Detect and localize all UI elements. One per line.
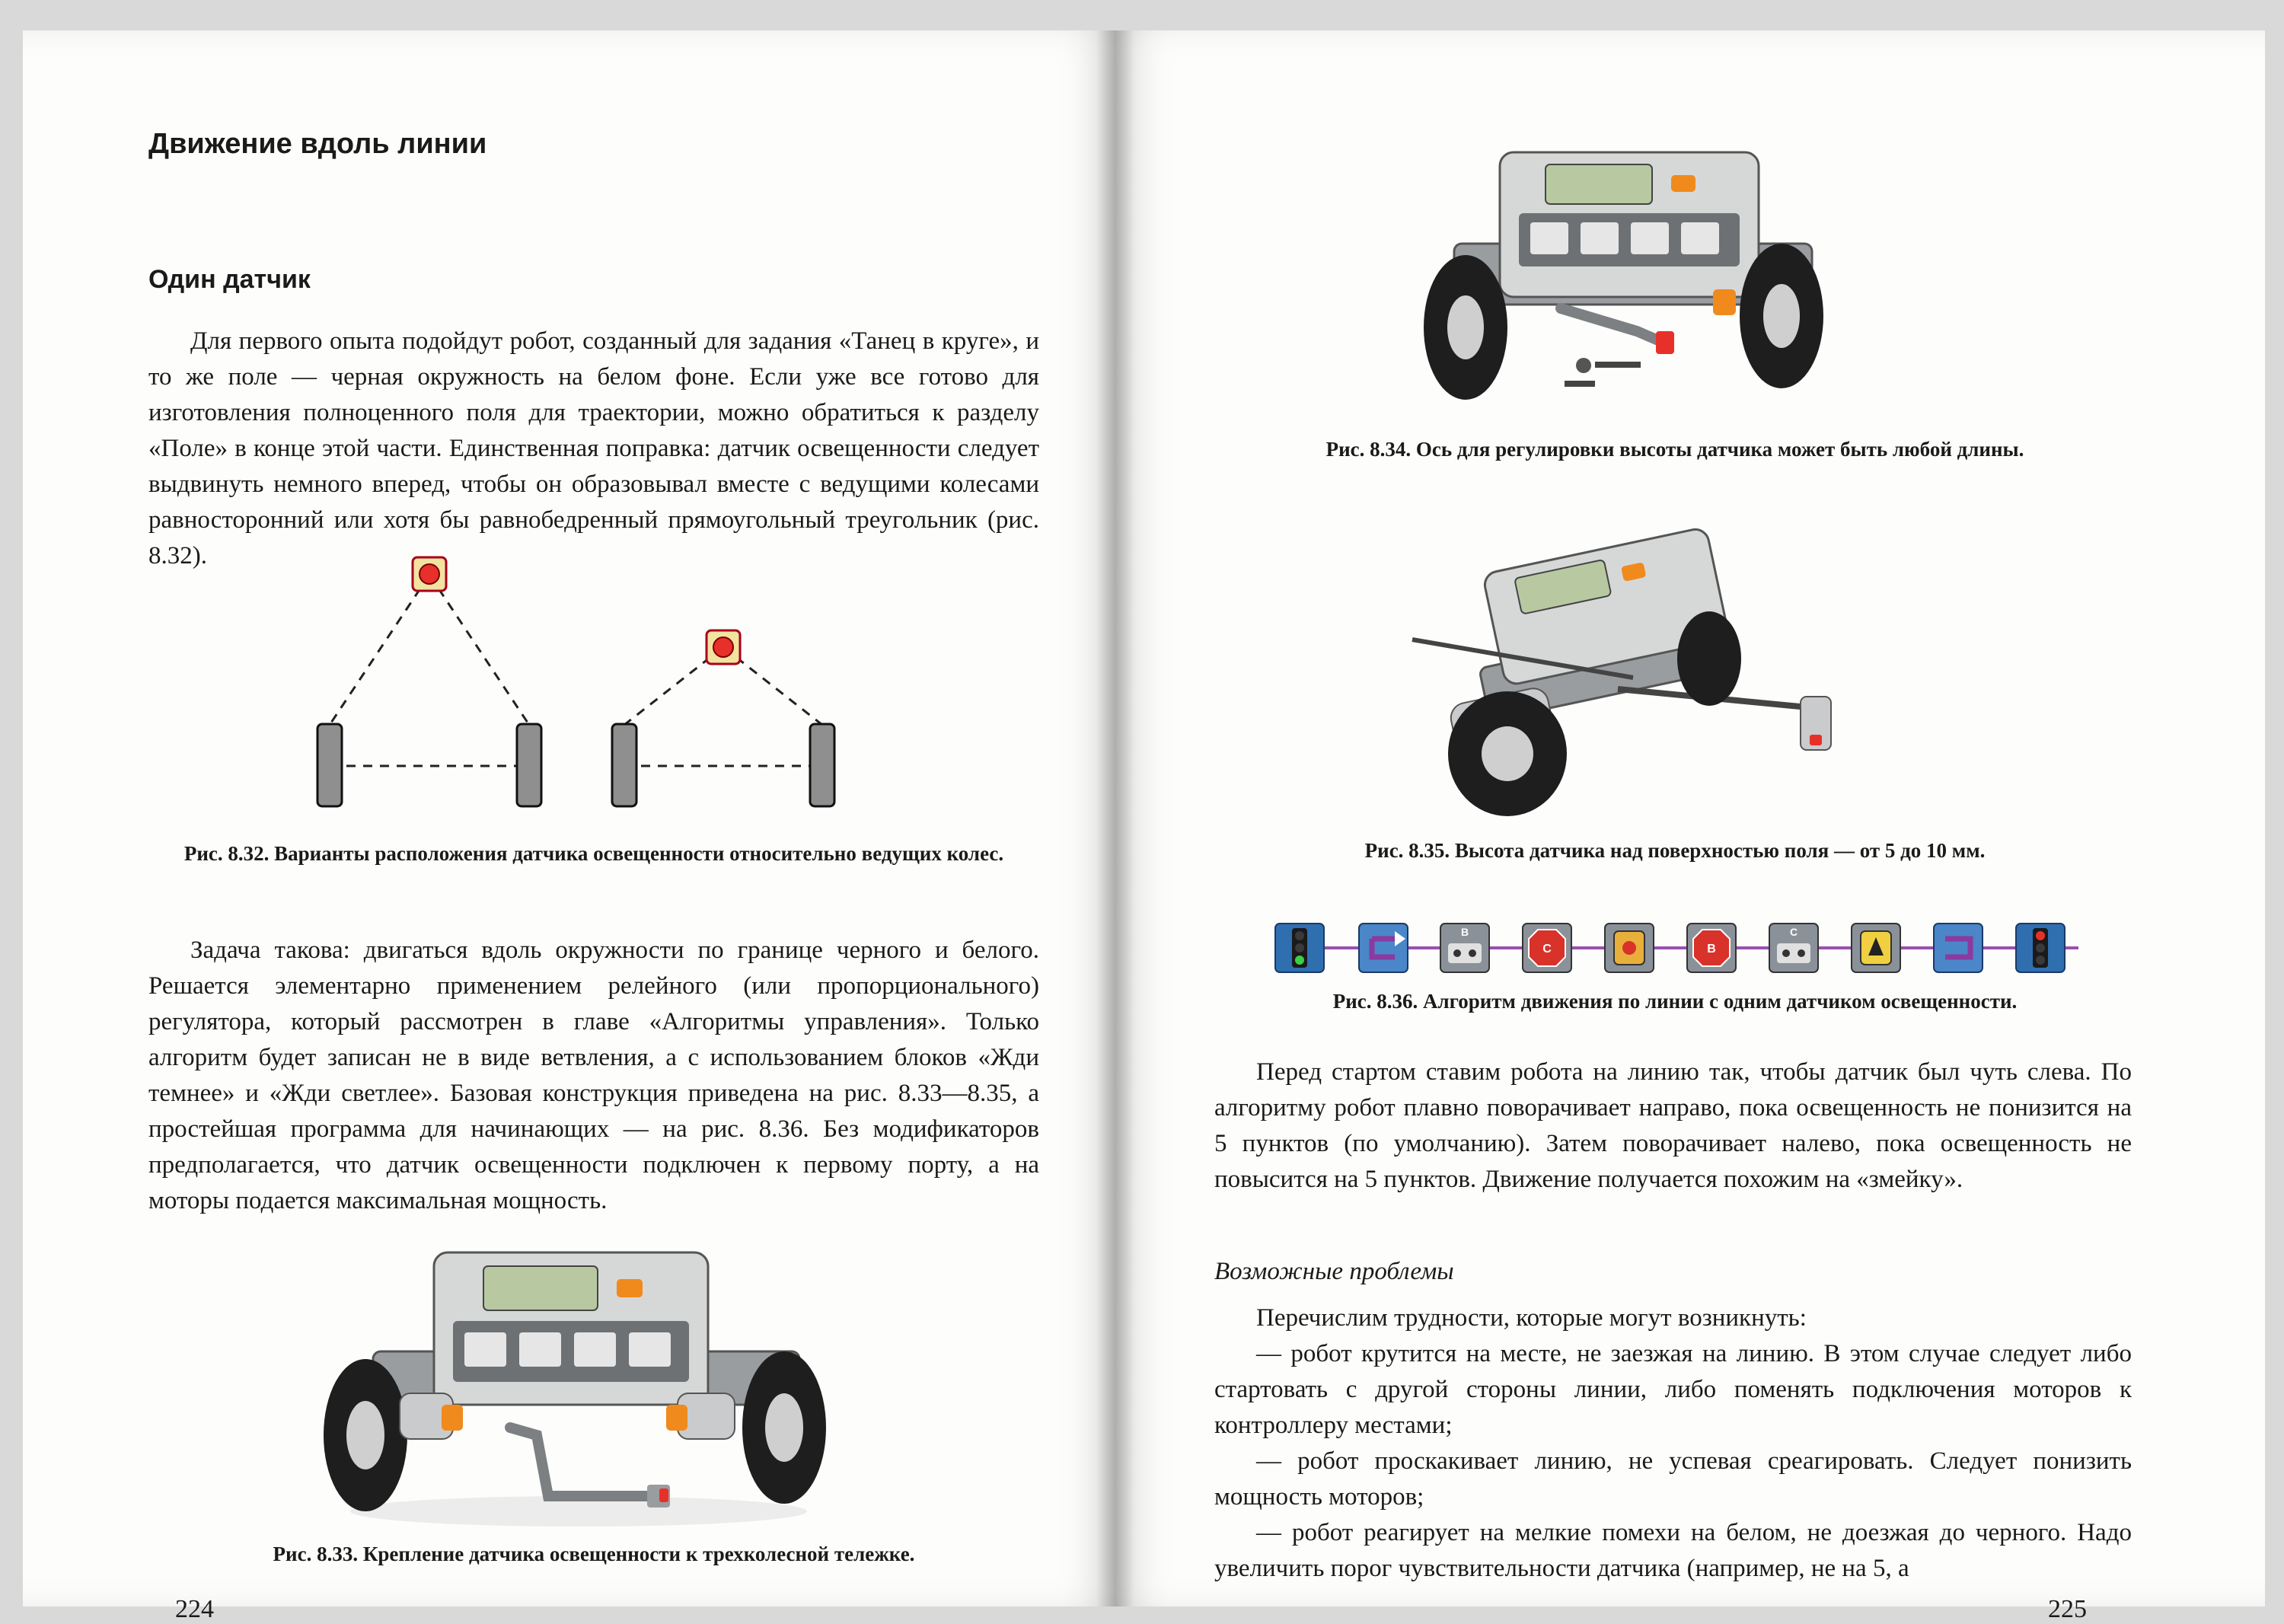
dashed-line xyxy=(429,575,529,725)
stop-sign-icon xyxy=(1687,924,1736,972)
light-sensor-icon xyxy=(1605,924,1654,972)
left-paragraph-2: Задача такова: двигаться вдоль окружности по границе черного и белого. Решается элементарно применением релейного (или пропорционального) регулятора, который рассмотрен в главе «Алгоритмы управления». Только алгоритм будет записан не в виде ветвления, а с использованием блоков «Жди темнее» и «Жди светлее». Базовая конструкция приведена на рис. 8.33—8.35, а простейшая программа для начинающих — на рис. 8.36. Без модификаторов предполагается, что датчик освещенности подключен к первому порту, а на моторы подается максимальная мощность. xyxy=(148,936,1039,1214)
left-paragraph-1: Для первого опыта подойдут робот, созданный для задания «Танец в круге», и то же поле — черная окружность на белом фоне. Если уже все готово для изготовления полноценного поля для траектории, можно обратиться к разделу «Поле» в конце этой части. Единственная поправка: датчик освещенности следует выдвинуть немного вперед, чтобы он образовывал вместе с ведущими колесами равносторонний или хотя бы равнобедренный прямоугольный треугольник (рис. 8.32). xyxy=(148,327,1039,570)
figure-8-36 xyxy=(1271,917,2090,978)
nxt-orange-button xyxy=(1671,175,1695,192)
section-heading: Движение вдоль линии xyxy=(148,128,487,160)
left-page xyxy=(23,30,1115,1623)
list-intro: Перечислим трудности, которые могут возникнуть: xyxy=(1256,1304,1807,1332)
block-port-label: C xyxy=(1542,943,1552,956)
subsection-heading: Один датчик xyxy=(148,265,311,294)
figure-8-33 xyxy=(320,1237,837,1534)
problems-list xyxy=(1214,1300,2132,1587)
triangle-diagram-2 xyxy=(612,630,834,806)
spare-axle-parts xyxy=(1565,358,1641,387)
motor-block-icon xyxy=(1769,924,1818,972)
list-item: — робот реагирует на мелкие помехи на белом, не доезжая до черного. Надо увеличить порог чувствительности датчика (например, не на 5, а xyxy=(1214,1519,2132,1582)
sensor-lamp xyxy=(713,637,733,657)
list-item: — робот крутится на месте, не заезжая на линию. В этом случае следует либо стартовать с другой стороны линии, либо поменять подключения моторов к контроллеру местами; xyxy=(1214,1340,2132,1439)
figure-8-32-caption: Рис. 8.32. Варианты расположения датчика освещенности относительно ведущих колес. xyxy=(183,842,1004,865)
dashed-line xyxy=(330,575,429,725)
figure-8-33-caption: Рис. 8.33. Крепление датчика освещенности к трехколесной тележке. xyxy=(273,1543,915,1565)
page-number: 225 xyxy=(2048,1595,2087,1623)
figure-8-34 xyxy=(1408,137,1850,434)
loop-back-icon xyxy=(1934,924,1983,972)
block-port-label: B xyxy=(1707,943,1716,956)
light-sensor-up-icon xyxy=(1852,924,1900,972)
figure-8-35 xyxy=(1389,525,1854,830)
wheel-right xyxy=(810,724,834,806)
light-sensor xyxy=(1656,331,1674,354)
wheel-left xyxy=(612,724,636,806)
subsection-heading: Возможные проблемы xyxy=(1214,1258,1454,1285)
wheel-right xyxy=(517,724,541,806)
sensor-lamp xyxy=(419,564,439,584)
right-paragraph-1: Перед стартом ставим робота на линию так, чтобы датчик был чуть слева. По алгоритму робот плавно поворачивает направо, пока освещенность не понизится на 5 пунктов (по умолчанию). Затем поворачивает налево, пока освещенность не повысится на 5 пунктов. Движение получается похожим на «змейку». xyxy=(1214,1058,2132,1193)
sensor-arm xyxy=(1561,308,1664,343)
motor-turn-icon xyxy=(1359,924,1408,972)
traffic-light-green-icon xyxy=(1275,924,1324,972)
nxt-orange-button xyxy=(617,1279,643,1297)
figure-8-34-caption: Рис. 8.34. Ось для регулировки высоты датчика может быть любой длины. xyxy=(1325,438,2024,461)
stop-sign-icon xyxy=(1523,924,1571,972)
motor-block-icon xyxy=(1440,924,1489,972)
triangle-diagram-1 xyxy=(317,557,541,806)
nxt-screen xyxy=(1546,164,1652,204)
right-page xyxy=(1115,30,2265,1623)
list-item: — робот проскакивает линию, не успевая среагировать. Следует понизить мощность моторов; xyxy=(1214,1447,2132,1511)
figure-8-35-caption: Рис. 8.35. Высота датчика над поверхностью поля — от 5 до 10 мм. xyxy=(1364,839,1986,862)
nxt-screen xyxy=(483,1266,598,1310)
wheel-left xyxy=(317,724,342,806)
figure-8-36-caption: Рис. 8.36. Алгоритм движения по линии с одним датчиком освещенности. xyxy=(1332,990,2018,1013)
block-port-label: B xyxy=(1460,926,1469,938)
block-port-label: C xyxy=(1789,926,1798,938)
sensor-arm xyxy=(510,1428,655,1496)
wheel-back xyxy=(1677,611,1741,706)
traffic-light-red-icon xyxy=(2016,924,2065,972)
page-number: 224 xyxy=(175,1595,214,1623)
